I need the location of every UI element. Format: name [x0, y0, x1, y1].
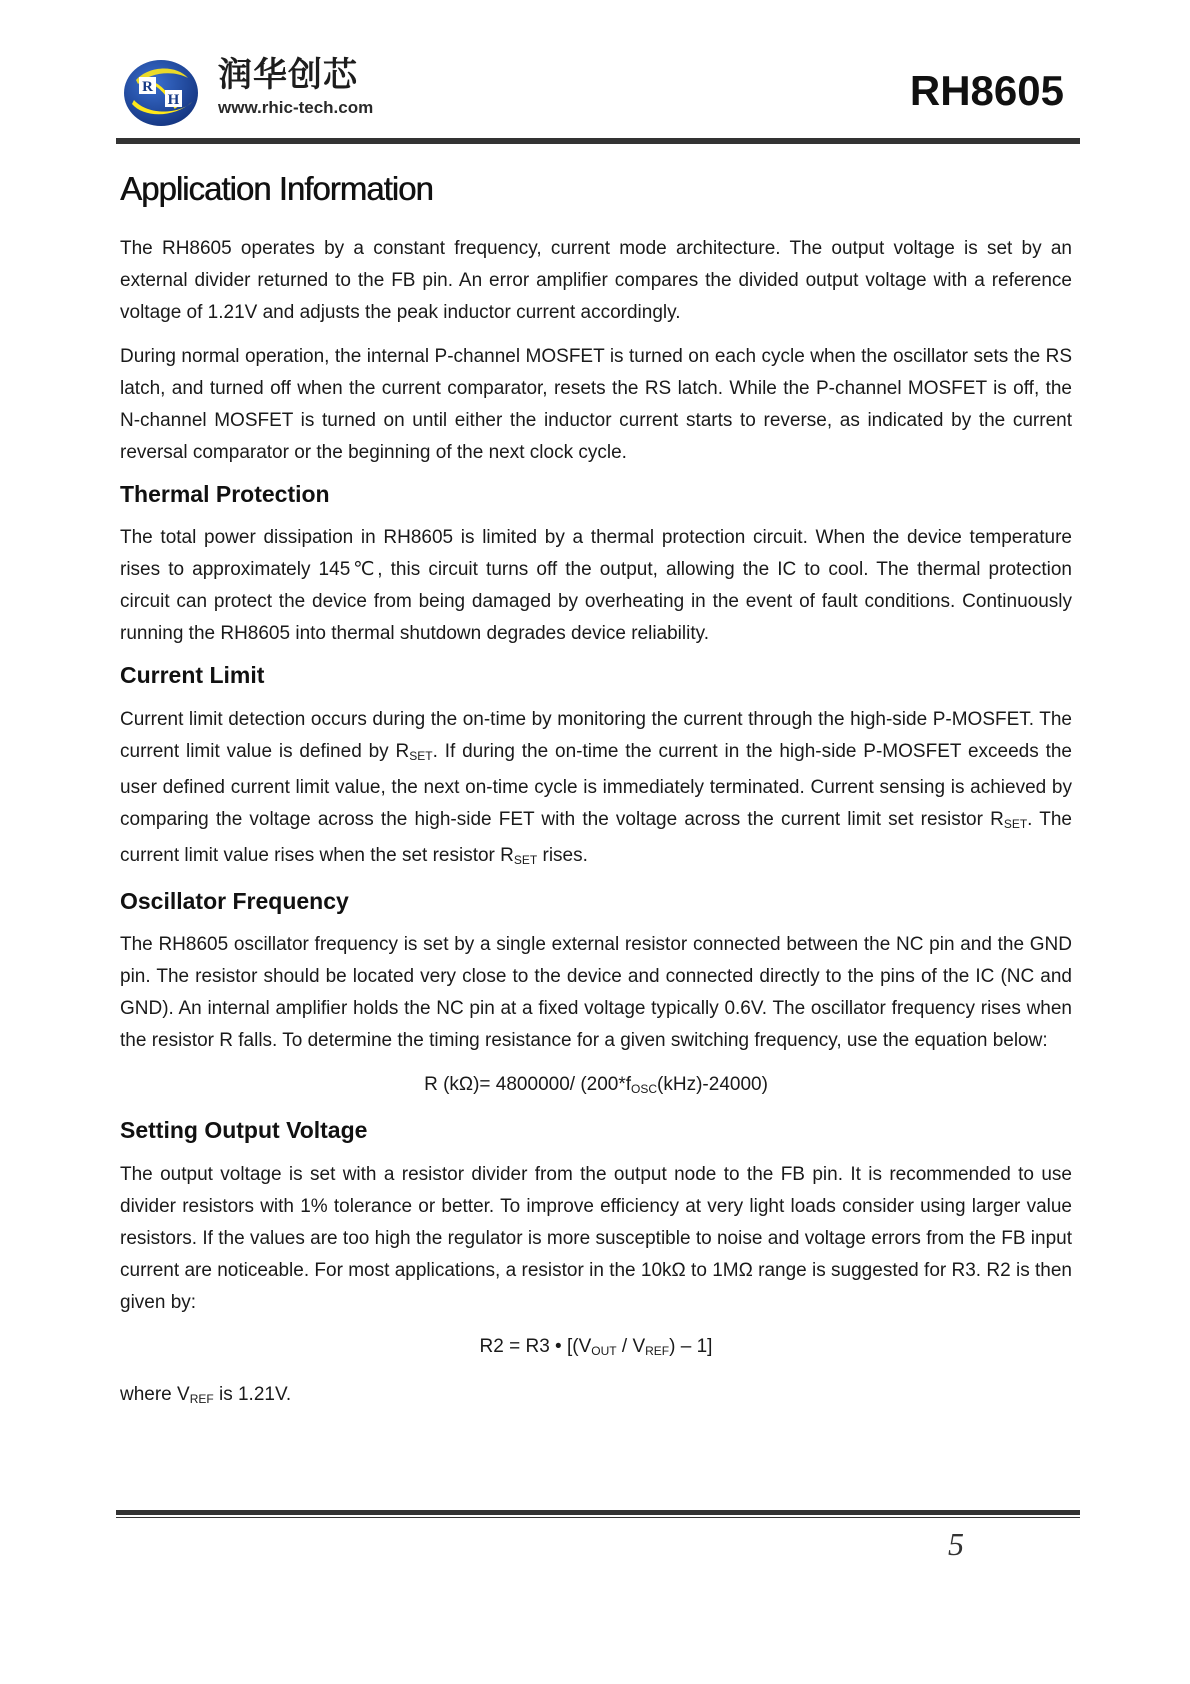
output-voltage-equation: R2 = R3 • $[(V_{OUT} / V_{REF}) - 1]$ [479, 1335, 713, 1358]
thermal-heading: Thermal Protection [120, 480, 330, 507]
part-number: RH8605 [909, 67, 1064, 114]
current-limit-paragraph: Current limit detection occurs during the on-time by monitoring the current through the high-side P-MOSFET. The current limit value is defined by $R_{SET}$. If during the on-time the current in the high-side P-MOSFET exceeds the user defined current limit value, the next on-time cycle is immediately terminated. Current sensing is achieved by comparing the voltage across the high-side FET with the voltage across the current limit set resistor $R_{SET}$. The current limit value rises when the set resistor $R_{SET}$ rises. [120, 708, 1073, 867]
oscillator-paragraph: The RH8605 oscillator frequency is set by a single external resistor connected between the NC pin and the GND pin. The resistor should be located very close to the device and connected directly to the pins of the IC (NC and GND). An internal amplifier holds the NC pin at a fixed voltage typically 0.6V. The oscillator frequency rises when the resistor R falls. To determine the timing resistance for a given switching frequency, use the equation below: [120, 934, 1072, 1052]
brand-name: 润华创芯 [218, 55, 358, 95]
oscillator-heading: Oscillator Frequency [120, 887, 349, 914]
page-body [120, 170, 1072, 1427]
company-logo [122, 56, 200, 128]
logo-letter-h: H [167, 92, 180, 108]
intro-paragraph-2: During normal operation, the internal P-channel MOSFET is turned on each cycle when the oscillator sets the RS latch, and turned off when the current comparator, resets the RS latch. While the P-channel MOSFET is off, the N-channel MOSFET is turned on until either the inductor current starts to reverse, as indicated by the current reversal comparator or the beginning of the next clock cycle. [120, 345, 1072, 463]
oscillator-equation: R (kΩ)= 4800000/ $(200*f_{OSC}(kHz)-24000)$ [424, 1074, 768, 1097]
footer-divider [116, 1510, 1080, 1518]
page-title: Application Information [120, 170, 433, 207]
intro-paragraph-1: The RH8605 operates by a constant frequency, current mode architecture. The output voltage is set by an external divider returned to the FB pin. An error amplifier compares the divided output voltage with a reference voltage of 1.21V and adjusts the peak inductor current accordingly. [120, 237, 1072, 323]
thermal-paragraph: The total power dissipation in RH8605 is limited by a thermal protection circuit. When the device temperature rises to approximately 145℃, this circuit turns off the output, allowing the IC to cool. The thermal protection circuit can protect the device from being damaged by overheating in the event of fault conditions. Continuously running the RH8605 into thermal shutdown degrades device reliability. [120, 527, 1072, 645]
brand-url: www.rhic-tech.com [218, 98, 374, 117]
current-limit-heading: Current Limit [120, 662, 265, 689]
logo-letter-r: R [142, 79, 153, 95]
vref-note: where $V_{REF}$ is 1.21V. [120, 1383, 292, 1406]
header-divider [116, 136, 1080, 144]
page-number: 5 [948, 1526, 964, 1562]
output-voltage-paragraph: The output voltage is set with a resistor divider from the output node to the FB pin. It is recommended to use divider resistors with 1% tolerance or better. To improve efficiency at very light loads consider using larger value resistors. If the values are too high the regulator is more susceptible to noise and voltage errors from the FB input current are noticeable. For most applications, a resistor in the 10kΩ to 1MΩ range is suggested for R3. R2 is then given by: [120, 1163, 1072, 1313]
output-voltage-heading: Setting Output Voltage [120, 1117, 368, 1144]
